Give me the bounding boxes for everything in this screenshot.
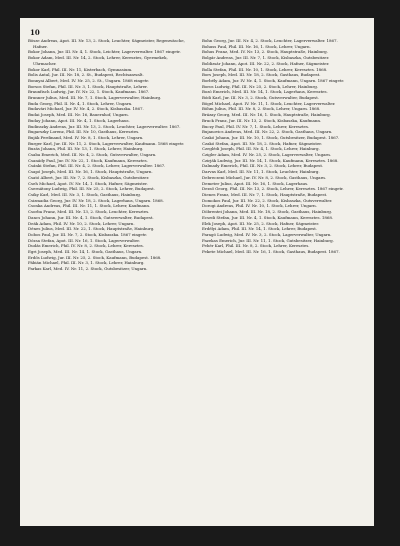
directory-entry: Budavári Michael, Jur. IV. Nr. 4, 2. Stock, Kisbaszka. 1867. <box>28 106 144 112</box>
directory-entry: Fekete Michael, Med. III. Nr. 16, 1. Stock, Gasthaus, Budapest. 1867. <box>202 249 340 255</box>
directory-entry: Budinszky Andreas, Jur. III. Nr. 13, 2. Stock, Leuchter, Lagerverwalter. 1867. <box>28 123 181 129</box>
directory-entry: Dalmady Emerich, Phil. III. Nr. 3, 2. Stock, Lehrer, Budapest. <box>202 163 324 169</box>
directory-entry: Bokor Adam, Med. III. Nr. 14, 2. Stock, Lehrer, Keresztes, Gyermekek, Uhrmacher. <box>28 55 168 66</box>
directory-entry: Dénes Julius, Med. III. Nr. 22, 1. Stock, Hauptstraße, Hainburg. <box>28 226 155 232</box>
directory-entry: Faragó Ludwig, Med. IV. Nr. 3, 2. Stock, Lagerverwalter, Ungarn. <box>202 231 332 237</box>
directory-entry: Böhm Julius, Phil. III. Nr. 8, 2. Stock, Lehrer, Ungarn. 1868. <box>202 106 321 112</box>
directory-entry: Bódi Karl, Jur. III. Nr. 3, 2. Stock, Gutsverwalter, Budapest. <box>202 95 319 101</box>
directory-entry: Dózsa Stefan, Apot. III. Nr. 16, 1. Stock, Lagerverwalter. <box>28 237 140 243</box>
directory-entry: Czirják Ludwig, Jur. III. Nr. 14, 1. Stock, Kaufmann, Keresztes. 1868. <box>202 157 339 163</box>
directory-entry: Csapó Joseph, Med. III. Nr. 16, 1. Stock, Hauptstraße, Ungarn. <box>28 169 153 175</box>
directory-entry: Domokos Paul, Jur. III. Nr. 22, 2. Stock, Kisbaszka, Gutsverwalter. <box>202 197 333 203</box>
directory-entry: Bolla Stefan, Phil. III. Nr. 10, 1. Stock, Lehrer, Keresztes. 1868. <box>202 66 328 72</box>
directory-entry: Fábián Michael, Phil. III. Nr. 3, 1. Stock, Lehrer, Hainburg. <box>28 260 145 266</box>
directory-entry: Bugarszky Lorenz, Phil. III. Nr. 10, Gasthaus, Keresztes. <box>28 129 140 135</box>
directory-entry: Erdős Ludwig, Jur. III. Nr. 25, 2. Stock, Kaufmann, Budapest. 1868. <box>28 254 162 260</box>
left-column <box>28 38 188 272</box>
directory-entry: Fazekas Emerich, Jur. III. Nr. 11, 1. Stock, Gutsbesitzer, Hainburg. <box>202 237 334 243</box>
directory-entry: Braunfisch Ludwig, Jur. IV. Nr. 22, 1. Stock, Kaufmann. 1867. <box>28 89 150 95</box>
directory-entry: Buják Ferdinand, Med. IV. Nr. 8, 1. Stock, Lehrer, Ungarn. <box>28 134 144 140</box>
directory-entry: Dienes Franz, Med. III. Nr. 7, 1. Stock, Hauptstraße, Budapest. <box>202 191 328 197</box>
directory-entry: Csorba Franz, Med. III. Nr. 13, 2. Stock, Leuchter, Keresztes. <box>28 209 150 215</box>
directory-entry: Buczy Paul, Phil. IV. Nr. 7, 1. Stock, Lehrer, Keresztes. <box>202 123 310 129</box>
directory-entry: Egri Joseph, Med. III. Nr. 14, 1. Stock, Gasthaus, Ungarn. <box>28 249 143 255</box>
directory-entry: Cseh Michael, Apot. IV. Nr. 14, 1. Stock, Hafner, Sägmeister. <box>28 180 148 186</box>
directory-entry: Erdélyi Adam, Phil. III. Nr. 14, 1. Stock, Lehrer, Budapest. <box>202 226 318 232</box>
directory-entry: Csató Albert, Jur. III. Nr. 7, 2. Stock, Kisbaszka, Gutsbesitzer. <box>28 174 150 180</box>
directory-entry: Bokor Johann, Jur. III. Nr. 4, 1. Stock, Leichter, Lagerverwalter. 1867 eingetr. <box>28 49 181 55</box>
directory-entry: Bors Joseph, Med. III. Nr. 18, 2. Stock, Gasthaus, Budapest. <box>202 72 321 78</box>
directory-entry: Buda Georg, Phil. II. Nr. 4, 1. Stock, Lehrer, Ungarn. <box>28 100 133 106</box>
directory-entry: Bohuss Paul, Phil. III. Nr. 16, 1. Stock, Lehrer, Ungarn. <box>202 43 311 49</box>
directory-entry: Döbrentei Johann, Med. III. Nr. 18, 2. Stock, Gasthaus, Hainburg. <box>202 209 333 215</box>
directory-entry: Bonnyai Albert, Med. IV. Nr. 25, 2. St., Ungarn. 1868 eingetr. <box>28 77 149 83</box>
directory-entry: Boros Ludwig, Phil. III. Nr. 25, 2. Stock, Lehrer, Hainburg. <box>202 83 318 89</box>
directory-entry: Borsos Stefan, Phil. III. Nr. 3, 1. Stock, Hauptstraße, Lehrer. <box>28 83 148 89</box>
directory-entry: Csonka Andreas, Phil. III. Nr. 11, 1. Stock, Lehrer, Kaufmann. <box>28 203 151 209</box>
document-page <box>20 18 374 526</box>
directory-entry: Darvas Karl, Med. III. Nr. 11, 1. Stock, Leuchter, Hainburg. <box>202 169 320 175</box>
directory-entry: Czigler Adam, Med. IV. Nr. 25, 2. Stock, Lagerverwalter, Ungarn. <box>202 152 332 158</box>
page-number: 10 <box>30 28 40 37</box>
directory-entry: Csiky Karl, Med. III. Nr. 3, 1. Stock, Gasthaus, Hainburg. <box>28 191 142 197</box>
directory-entry: Ecsedi Stefan, Jur. III. Nr. 4, 1. Stock, Kaufmann, Keresztes. 1868. <box>202 214 334 220</box>
directory-entry: Dorogi Andreas, Phil. IV. Nr. 10, 1. Stock, Lehrer, Ungarn. <box>202 203 317 209</box>
directory-entry: Dezső Georg, Phil. III. Nr. 13, 2. Stock, Lehrer, Keresztes. 1867 eingetr. <box>202 186 344 192</box>
directory-entry: Czakó Stefan, Apot. III. Nr. 18, 2. Stock, Hafner, Sägmeister. <box>202 140 322 146</box>
directory-entry: Brázay Georg, Med. III. Nr. 16, 1. Stock, Hauptstraße, Hainburg. <box>202 112 331 118</box>
directory-entry: Csaba Emerich, Med. III. Nr. 4, 2. Stock, Gutsverwalter, Ungarn. <box>28 152 157 158</box>
directory-entry: Boldizsár Johann, Apot. III. Nr. 22, 2. Stock, Hafner, Sägmeister. <box>202 60 330 66</box>
directory-entry: Dancs Johann, Jur. III. Nr. 4, 1. Stock, Gutsverwalter, Budapest. <box>28 214 154 220</box>
directory-entry: Fehér Karl, Phil. III. Nr. 8, 2. Stock, Lehrer, Keresztes. <box>202 243 310 249</box>
directory-entry: Dudás Emerich, Phil. IV. Nr. 8, 2. Stock, Lehrer, Keresztes. <box>28 243 144 249</box>
right-column <box>202 38 362 255</box>
directory-entry: Elek Joseph, Apot. III. Nr. 25, 2. Stock, Hafner, Sägmeister. <box>202 220 320 226</box>
directory-entry: Czakó Johann, Jur. III. Nr. 10, 1. Stock, Gutsbesitzer, Budapest. 1867. <box>202 134 340 140</box>
directory-entry: Csernátony Ludwig, Phil. III. Nr. 25, 2. Stock, Lehrer, Budapest. <box>28 186 155 192</box>
directory-entry: Deák Adam, Phil. IV. Nr. 10, 2. Stock, Lehrer, Ungarn. <box>28 220 135 226</box>
directory-entry: Csanády Paul, Jur. IV. Nr. 22, 1. Stock, Kaufmann, Keresztes. <box>28 157 148 163</box>
directory-entry: Debreczeni Michael, Jur. IV. Nr. 8, 2. Stock, Gasthaus, Ungarn. <box>202 174 327 180</box>
directory-entry: Brunner Julius, Med. III. Nr. 7, 1. Stock, Lagerverwalter, Hainburg. <box>28 95 162 101</box>
directory-entry: Csánki Stefan, Phil. III. Nr. 4, 2. Stock, Lehrer, Lagerverwalter. 1867. <box>28 163 166 169</box>
directory-entry: Bolis Antal, Jur. III. Nr. 18, 2. St., Budapest, Rechtsanwalt. <box>28 72 144 78</box>
directory-entry: Burger Karl, Jur. III. Nr. 11, 2. Stock, Lagerverwalter, Kaufmann. 1868 eingetr. <box>28 140 185 146</box>
directory-entry: Bozó Emerich, Med. III. Nr. 14, 1. Stock, Lagerhaus, Keresztes. <box>202 89 328 95</box>
directory-entry: Farkas Karl, Med. IV. Nr. 11, 2. Stock, Gutsbesitzer, Ungarn. <box>28 266 148 272</box>
directory-entry: Bruck Franz, Jur. III. Nr. 13, 2. Stock, Kisbaszka, Kaufmann. <box>202 117 322 123</box>
directory-entry: Bujanovics Andreas, Med. III. Nr. 22, 2. Stock, Gasthaus, Ungarn. <box>202 129 333 135</box>
directory-entry: Bösze Andreas, Apot. III. Nr. 13, 2. Stock, Leuchter, Sägmeister, Regenwäsche, Hafner. <box>28 38 185 49</box>
directory-entry: Bögel Michael, Apot. IV. Nr. 11, 1. Stock, Leuchter, Lagerverwalter. <box>202 100 336 106</box>
directory-entry: Czeglédi Joseph, Phil. III. Nr. 4, 1. Stock, Lehrer, Hainburg. <box>202 146 320 152</box>
directory-entry: Bolgár Andreas, Jur. III. Nr. 7, 1. Stock, Kisbaszka, Gutsbesitzer. <box>202 55 330 61</box>
directory-entry: Borbély Adam, Jur. IV. Nr. 4, 1. Stock, Kaufmann, Ungarn. 1867 eingetr. <box>202 77 344 83</box>
directory-entry: Bohus Franz, Med. IV. Nr. 13, 2. Stock, Hauptstraße, Hainburg. <box>202 49 328 55</box>
directory-entry: Buday Johann, Apot. III. Nr. 4, 1. Stock, Lagerhaus. <box>28 117 130 123</box>
directory-entry: Bohn Georg, Jur. III. Nr. 4, 2. Stock, Leuchter, Lagerverwalter. 1867. <box>202 38 338 43</box>
directory-entry: Bokor Karl, Phil. III. Nr. 11, Kisterbach, Gymnasium. <box>28 66 133 72</box>
directory-entry: Dobos Paul, Jur. III. Nr. 7, 2. Stock, Kisbaszka. 1867 eingetr. <box>28 231 147 237</box>
directory-entry: Csizmadia Georg, Jur. IV. Nr. 18, 2. Stock, Lagerhaus, Ungarn. 1868. <box>28 197 164 203</box>
directory-entry: Buzás Johann, Phil. III. Nr. 13, 1. Stock, Lehrer, Hainburg. <box>28 146 144 152</box>
directory-entry: Budai Joseph, Med. III. Nr. 16, Bauernhof, Ungarn. <box>28 112 129 118</box>
directory-entry: Demeter Julius, Apot. III. Nr. 16, 1. Stock, Lagerhaus. <box>202 180 309 186</box>
